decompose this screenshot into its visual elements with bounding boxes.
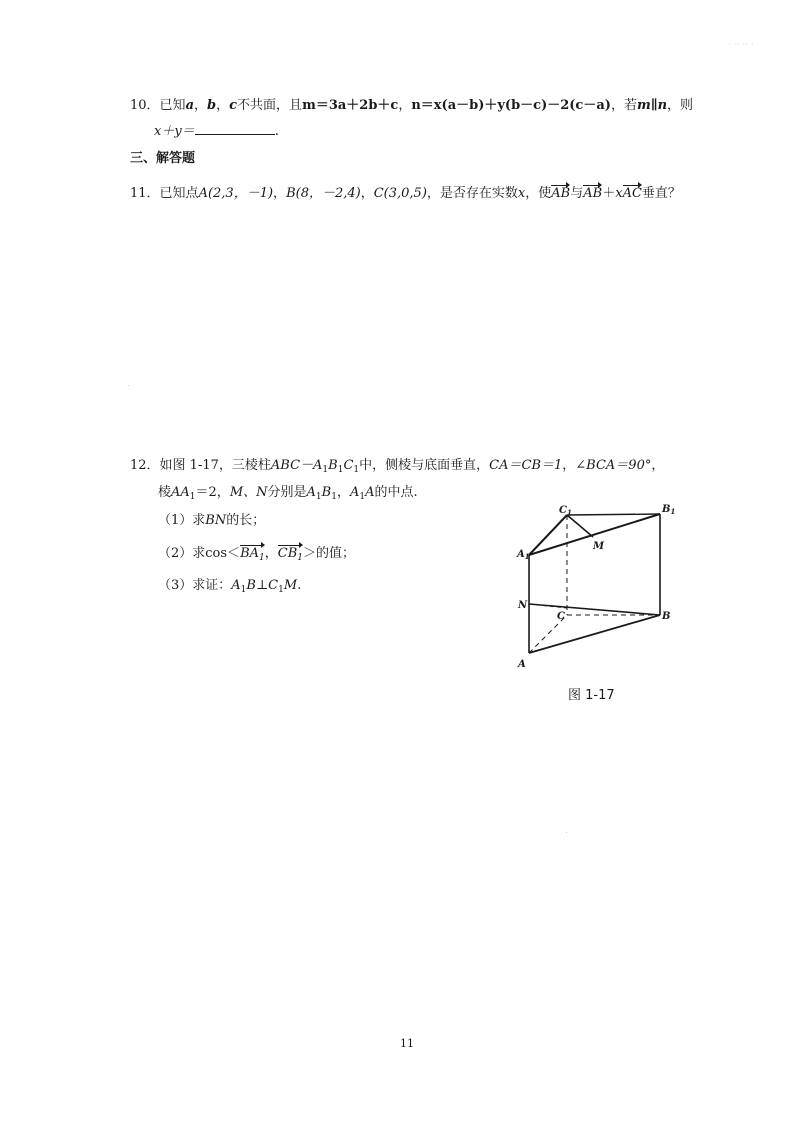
vector-ba1: $BA_1$ xyxy=(240,546,265,563)
scan-speck xyxy=(128,385,129,386)
edge-c1-b1 xyxy=(567,514,660,515)
scan-artifact: · ·· ·· · xyxy=(728,40,754,50)
question-12-line-2: 棱$AA_1=2$，M、N分别是$A_1B_1$，$A_1A$的中点. xyxy=(158,485,418,502)
label-a1: $A_1$ xyxy=(517,549,530,561)
vector-ac: AC xyxy=(623,184,642,204)
label-n: N xyxy=(518,600,528,611)
vector-ab: AB xyxy=(551,184,570,204)
label-b1: $B_1$ xyxy=(662,504,676,516)
vector-ab: AB xyxy=(583,184,602,204)
question-12-part-2: （2）求$\cos<BA_1$，$CB_1>$的值； xyxy=(158,546,356,563)
section-heading: 三、解答题 xyxy=(130,151,196,166)
question-10-line-1: 10．已知a，b，c不共面，且m＝3a＋2b＋c，n＝x(a－b)＋y(b－c)－2(c－a)，若m∥n，则 xyxy=(130,98,694,113)
label-c1: $C_1$ xyxy=(559,505,572,517)
question-11: 11．已知点A(2,3，－1)，B(8，－2,4)，C(3,0,5)，是否存在实数x，使AB与AB＋xAC垂直？ xyxy=(130,184,681,204)
label-a: A xyxy=(518,659,526,670)
question-10-line-2: x＋y＝ . xyxy=(154,124,279,139)
label-c: C xyxy=(557,611,565,622)
vector-cb1: $CB_1$ xyxy=(277,546,303,563)
question-number: 10． xyxy=(130,98,160,113)
page-number: 11 xyxy=(400,1037,414,1050)
question-number: 11． xyxy=(130,186,160,201)
scan-speck xyxy=(566,832,567,833)
question-12-line-1: 12．如图 1-17，三棱柱$ABC-A_1B_1C_1$中，侧棱与底面垂直，CA＝CB＝1，∠BCA＝90°， xyxy=(130,458,665,475)
segment-n-b xyxy=(529,604,660,615)
label-m: M xyxy=(593,541,605,552)
question-number: 12． xyxy=(130,458,160,473)
answer-blank[interactable] xyxy=(195,122,275,135)
figure-caption: 图 1-17 xyxy=(568,688,615,703)
question-12-part-1: （1）求BN的长； xyxy=(158,513,266,528)
question-12-part-3: （3）求证：$A_1B\perp C_1M$. xyxy=(158,578,302,595)
label-b: B xyxy=(662,611,671,622)
prism-figure xyxy=(505,495,690,675)
segment-c1-m xyxy=(567,515,593,537)
